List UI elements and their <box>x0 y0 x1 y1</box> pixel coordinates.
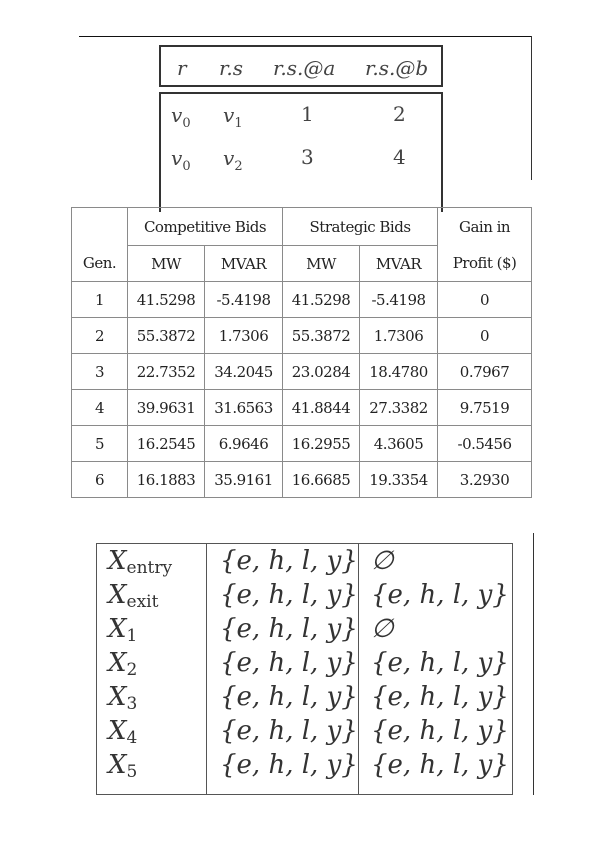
profit-header: Profit ($) <box>438 246 532 282</box>
table-cell: 41.5298 <box>128 282 205 318</box>
var-label: $X_{exit}$ <box>108 580 159 612</box>
table-cell: 3 <box>72 354 128 390</box>
table-row: $v_0$ <box>171 103 191 131</box>
table-cell: 0.7967 <box>438 354 532 390</box>
header-r: r <box>177 56 187 80</box>
table-cell: 3.2930 <box>438 462 532 498</box>
mvar-header: MVAR <box>205 246 283 282</box>
table-cell: {e, h, l, y} <box>220 682 358 712</box>
table-cell: 5 <box>72 426 128 462</box>
table-cell: 6 <box>72 462 128 498</box>
table-cell: $v_2$ <box>223 146 243 174</box>
mw-header: MW <box>128 246 205 282</box>
table-cell: 4 <box>393 145 406 169</box>
table-row <box>72 426 532 462</box>
table-cell: 22.7352 <box>128 354 205 390</box>
table-cell: 55.3872 <box>283 318 360 354</box>
header-rs: r.s <box>219 56 243 80</box>
table-cell: {e, h, l, y} <box>220 546 358 576</box>
sub-header-row <box>72 246 532 282</box>
strategic-bids-header: Strategic Bids <box>283 208 438 246</box>
mvar-header: MVAR <box>360 246 438 282</box>
table-cell: 9.7519 <box>438 390 532 426</box>
table-cell: {e, h, l, y} <box>371 750 509 780</box>
table-cell: 0 <box>438 318 532 354</box>
table-cell: 41.8844 <box>283 390 360 426</box>
table-cell: 2 <box>393 102 406 126</box>
table-cell: {e, h, l, y} <box>371 648 509 678</box>
table-cell: {e, h, l, y} <box>220 614 358 644</box>
table-row <box>72 282 532 318</box>
column-divider <box>358 543 359 795</box>
gen-header-blank <box>72 208 128 246</box>
table-edge <box>533 533 534 795</box>
table-cell: 35.9161 <box>205 462 283 498</box>
header-rs-a: r.s.@a <box>273 56 336 80</box>
table-cell: 27.3382 <box>360 390 438 426</box>
table-cell: {e, h, l, y} <box>220 580 358 610</box>
bids-table <box>71 207 531 497</box>
gain-header: Gain in <box>438 208 532 246</box>
table-edge <box>531 36 532 180</box>
table-cell: 1 <box>301 102 314 126</box>
var-label: $X_{entry}$ <box>108 546 173 578</box>
table-row <box>72 318 532 354</box>
table-cell: {e, h, l, y} <box>371 580 509 610</box>
table-cell: 31.6563 <box>205 390 283 426</box>
table-cell: 1.7306 <box>205 318 283 354</box>
variable-set-table <box>96 533 536 795</box>
table-cell: 16.2955 <box>283 426 360 462</box>
mw-header: MW <box>283 246 360 282</box>
var-label: $X_5$ <box>108 750 138 782</box>
table-cell: -5.4198 <box>205 282 283 318</box>
table-cell: 41.5298 <box>283 282 360 318</box>
table-cell: 16.2545 <box>128 426 205 462</box>
table-cell: 18.4780 <box>360 354 438 390</box>
table-cell: 39.9631 <box>128 390 205 426</box>
table-cell: 34.2045 <box>205 354 283 390</box>
table-cell: {e, h, l, y} <box>371 716 509 746</box>
competitive-bids-header: Competitive Bids <box>128 208 283 246</box>
table-cell: 0 <box>438 282 532 318</box>
column-divider <box>206 543 207 795</box>
table-cell: $v_1$ <box>223 103 243 131</box>
table-cell: 2 <box>72 318 128 354</box>
table-row <box>72 462 532 498</box>
var-label: $X_4$ <box>108 716 138 748</box>
table-cell: -5.4198 <box>360 282 438 318</box>
table-cell: 6.9646 <box>205 426 283 462</box>
table-cell: 19.3354 <box>360 462 438 498</box>
table-row <box>72 390 532 426</box>
table-cell: 1.7306 <box>360 318 438 354</box>
var-label: $X_1$ <box>108 614 138 646</box>
table-cell: 55.3872 <box>128 318 205 354</box>
table-rule <box>79 36 532 37</box>
table-cell: ∅ <box>371 614 394 644</box>
table-row: $v_0$ <box>171 146 191 174</box>
header-rs-b: r.s.@b <box>365 56 429 80</box>
table-cell: {e, h, l, y} <box>220 716 358 746</box>
table-cell: {e, h, l, y} <box>371 682 509 712</box>
attribute-table <box>79 36 532 180</box>
table-cell: ∅ <box>371 546 394 576</box>
group-header-row <box>72 208 532 246</box>
table-cell: 16.1883 <box>128 462 205 498</box>
table-cell: -0.5456 <box>438 426 532 462</box>
table-cell: 4 <box>72 390 128 426</box>
table-cell: 1 <box>72 282 128 318</box>
table-cell: 4.3605 <box>360 426 438 462</box>
gen-header: Gen. <box>72 246 128 282</box>
var-label: $X_3$ <box>108 682 138 714</box>
table-cell: 16.6685 <box>283 462 360 498</box>
var-label: $X_2$ <box>108 648 138 680</box>
table-cell: {e, h, l, y} <box>220 750 358 780</box>
table-cell: {e, h, l, y} <box>220 648 358 678</box>
table-cell: 3 <box>301 145 314 169</box>
table-row <box>72 354 532 390</box>
table-cell: 23.0284 <box>283 354 360 390</box>
